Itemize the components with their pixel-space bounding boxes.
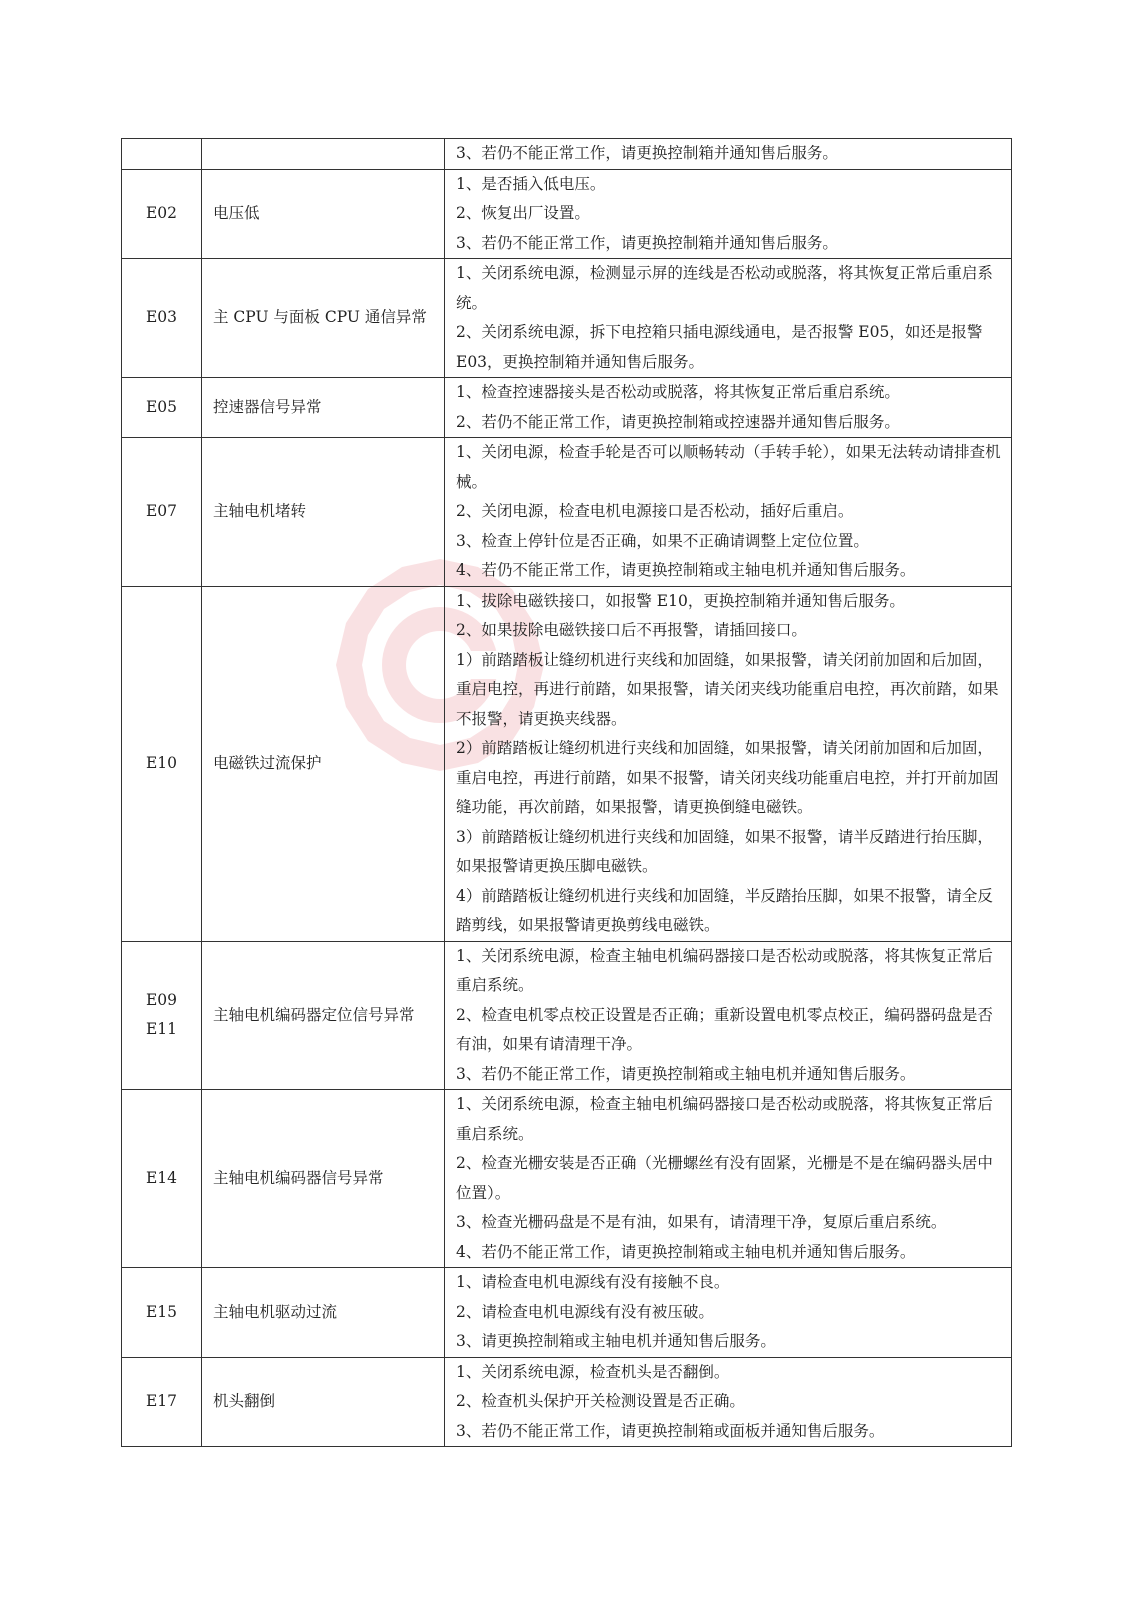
- solution-step: 2）前踏踏板让缝纫机进行夹线和加固缝，如果报警，请关闭前加固和后加固，重启电控，再进行前踏，如果不报警，请关闭夹线功能重启电控，并打开前加固缝功能，再次前踏，如果报警，请更换倒缝电磁铁。: [456, 739, 999, 816]
- error-code: E10: [145, 753, 178, 772]
- error-code-cell: [122, 139, 202, 170]
- solution-step: 1、检查控速器接头是否松动或脱落，将其恢复正常后重启系统。: [456, 383, 900, 401]
- solution-step: 1、关闭系统电源，检查主轴电机编码器接口是否松动或脱落，将其恢复正常后重启系统。: [456, 946, 993, 994]
- table-row: [122, 139, 1012, 170]
- error-description: 主轴电机编码器定位信号异常: [202, 941, 445, 1090]
- solution-cell: [445, 1357, 1012, 1447]
- solution-step: 1）前踏踏板让缝纫机进行夹线和加固缝，如果报警，请关闭前加固和后加固，重启电控，再进行前踏，如果报警，请关闭夹线功能重启电控，再次前踏，如果不报警，请更换夹线器。: [456, 650, 999, 728]
- error-description: 电压低: [202, 169, 445, 259]
- solution-cell: [445, 169, 1012, 259]
- error-code-cell: [122, 438, 202, 587]
- solution-step: 3、若仍不能正常工作，请更换控制箱或面板并通知售后服务。: [456, 1421, 885, 1440]
- solution-step: 1、关闭电源，检查手轮是否可以顺畅转动（手转手轮），如果无法转动请排查机械。: [456, 443, 1001, 491]
- solution-step: 3、若仍不能正常工作，请更换控制箱并通知售后服务。: [456, 233, 838, 252]
- solution-cell: [445, 378, 1012, 438]
- solution-step: 3、若仍不能正常工作，请更换控制箱并通知售后服务。: [456, 144, 838, 162]
- error-code: E05: [145, 397, 178, 416]
- solution-step: 1、拔除电磁铁接口，如报警 E10，更换控制箱并通知售后服务。: [456, 591, 905, 610]
- table-row: [122, 941, 1012, 1090]
- solution-step: 1、是否插入低电压。: [456, 174, 606, 193]
- solution-step: 3、若仍不能正常工作，请更换控制箱或主轴电机并通知售后服务。: [456, 1064, 916, 1083]
- error-code-cell: [122, 1357, 202, 1447]
- solution-step: 2、检查机头保护开关检测设置是否正确。: [456, 1392, 745, 1410]
- table-row: [122, 1090, 1012, 1268]
- fault-code-table: [121, 138, 1012, 1447]
- error-code: E17: [145, 1392, 178, 1410]
- error-description: 控速器信号异常: [202, 378, 445, 438]
- error-code-cell: [122, 586, 202, 941]
- error-code-cell: [122, 259, 202, 378]
- error-code-cell: [122, 1268, 202, 1358]
- error-description: 主轴电机驱动过流: [202, 1268, 445, 1358]
- solution-cell: [445, 1268, 1012, 1358]
- solution-cell: [445, 259, 1012, 378]
- error-code-cell: [122, 378, 202, 438]
- error-code: E15: [145, 1302, 178, 1321]
- fault-table-body: [122, 139, 1012, 1447]
- error-code: E03: [145, 308, 178, 327]
- solution-step: 2、若仍不能正常工作，请更换控制箱或控速器并通知售后服务。: [456, 412, 900, 431]
- solution-cell: [445, 586, 1012, 941]
- solution-cell: [445, 139, 1012, 170]
- solution-step: 2、关闭系统电源，拆下电控箱只插电源线通电，是否报警 E05，如还是报警 E03，更换控制箱并通知售后服务。: [456, 323, 983, 371]
- solution-step: 2、检查电机零点校正设置是否正确；重新设置电机零点校正，编码器码盘是否有油，如果有请清理干净。: [456, 1005, 993, 1053]
- table-row: [122, 586, 1012, 941]
- table-row: [122, 1268, 1012, 1358]
- solution-step: 2、如果拔除电磁铁接口后不再报警，请插回接口。: [456, 621, 807, 639]
- error-code: E02: [145, 204, 178, 222]
- table-row: [122, 378, 1012, 438]
- solution-cell: [445, 941, 1012, 1090]
- solution-step: 2、恢复出厂设置。: [456, 204, 590, 222]
- table-row: [122, 438, 1012, 587]
- solution-step: 1、关闭系统电源，检测显示屏的连线是否松动或脱落，将其恢复正常后重启系统。: [456, 264, 993, 312]
- solution-step: 1、请检查电机电源线有没有接触不良。: [456, 1273, 730, 1291]
- error-code: E11: [145, 1020, 178, 1039]
- error-description: 机头翻倒: [202, 1357, 445, 1447]
- error-code-cell: [122, 941, 202, 1090]
- error-description: 主轴电机堵转: [202, 438, 445, 587]
- error-description: 主 CPU 与面板 CPU 通信异常: [202, 259, 445, 378]
- error-description: 电磁铁过流保护: [202, 586, 445, 941]
- solution-step: 2、检查光栅安装是否正确（光栅螺丝有没有固紧，光栅是不是在编码器头居中位置）。: [456, 1154, 993, 1202]
- solution-cell: [445, 1090, 1012, 1268]
- solution-step: 4、若仍不能正常工作，请更换控制箱或主轴电机并通知售后服务。: [456, 1242, 916, 1261]
- error-description: [202, 139, 445, 170]
- solution-step: 2、关闭电源，检查电机电源接口是否松动，插好后重启。: [456, 502, 854, 520]
- solution-step: 1、关闭系统电源，检查主轴电机编码器接口是否松动或脱落，将其恢复正常后重启系统。: [456, 1095, 993, 1143]
- solution-step: 3、检查光栅码盘是不是有油，如果有，请清理干净，复原后重启系统。: [456, 1213, 947, 1231]
- solution-cell: [445, 438, 1012, 587]
- solution-step: 1、关闭系统电源，检查机头是否翻倒。: [456, 1362, 730, 1381]
- table-row: [122, 169, 1012, 259]
- error-code-cell: [122, 169, 202, 259]
- solution-step: 4、若仍不能正常工作，请更换控制箱或主轴电机并通知售后服务。: [456, 561, 916, 579]
- solution-step: 3、检查上停针位是否正确，如果不正确请调整上定位位置。: [456, 531, 869, 550]
- error-code: E09: [145, 990, 178, 1009]
- table-row: [122, 1357, 1012, 1447]
- solution-step: 3、请更换控制箱或主轴电机并通知售后服务。: [456, 1332, 776, 1350]
- error-code-cell: [122, 1090, 202, 1268]
- error-description: 主轴电机编码器信号异常: [202, 1090, 445, 1268]
- table-row: [122, 259, 1012, 378]
- error-code: E14: [145, 1168, 178, 1187]
- solution-step: 2、请检查电机电源线有没有被压破。: [456, 1302, 714, 1321]
- error-code: E07: [145, 502, 178, 520]
- solution-step: 4）前踏踏板让缝纫机进行夹线和加固缝，半反踏抬压脚，如果不报警，请全反踏剪线，如果报警请更换剪线电磁铁。: [456, 886, 993, 934]
- solution-step: 3）前踏踏板让缝纫机进行夹线和加固缝，如果不报警，请半反踏进行抬压脚，如果报警请更换压脚电磁铁。: [456, 827, 993, 875]
